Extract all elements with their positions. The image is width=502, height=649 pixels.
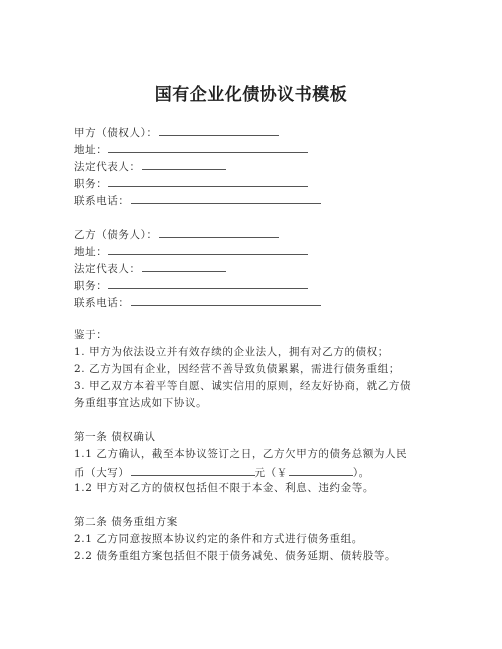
- party-b-position-blank: [108, 278, 308, 289]
- party-a-phone-label: 联系电话：: [74, 195, 130, 207]
- party-a-rep-label: 法定代表人：: [74, 161, 141, 173]
- party-a-rep-row: [74, 159, 226, 174]
- party-b-position-row: [74, 278, 308, 293]
- article-2-heading: 第二条 债务重组方案: [74, 516, 178, 528]
- amount-figures-blank: [289, 465, 353, 476]
- party-a-position-blank: [108, 176, 308, 187]
- party-b-name-row: [74, 227, 279, 242]
- whereas-item-3-line-2: 务重组事宜达成如下协议。: [74, 397, 208, 409]
- party-a-address-label: 地址：: [74, 144, 108, 156]
- article-1-clause-2: 1.2 甲方对乙方的债权包括但不限于本金、利息、违约金等。: [74, 482, 374, 494]
- party-a-position-label: 职务：: [74, 178, 108, 190]
- article-1-heading: 第一条 债权确认: [74, 431, 156, 443]
- whereas-item-2: 2. 乙方为国有企业，因经营不善导致负债累累，需进行债务重组；: [74, 363, 400, 375]
- party-b-address-row: [74, 244, 308, 259]
- party-b-address-label: 地址：: [74, 246, 108, 258]
- amount-figures-prefix: 元（￥: [254, 467, 288, 479]
- party-b-phone-label: 联系电话：: [74, 297, 130, 309]
- party-a-phone-blank: [131, 193, 321, 204]
- party-a-rep-blank: [142, 159, 226, 170]
- document-title: 国有企业化债协议书模板: [154, 85, 348, 105]
- amount-words-blank: [131, 465, 255, 476]
- party-b-phone-blank: [131, 295, 321, 306]
- article-1-clause-1-line-1: 1.1 乙方确认，截至本协议签订之日，乙方欠甲方的债务总额为人民: [74, 448, 408, 460]
- party-b-rep-row: [74, 261, 226, 276]
- party-a-name-label: 甲方（债权人）：: [74, 127, 158, 139]
- party-b-name-label: 乙方（债务人）：: [74, 229, 158, 241]
- party-b-position-label: 职务：: [74, 280, 108, 292]
- party-b-name-blank: [159, 227, 279, 238]
- party-a-address-blank: [108, 142, 308, 153]
- article-2-clause-2: 2.2 债务重组方案包括但不限于债务减免、债务延期、债转股等。: [74, 550, 397, 562]
- whereas-item-1: 1. 甲方为依法设立并有效存续的企业法人，拥有对乙方的债权；: [74, 346, 389, 358]
- amount-suffix: ）。: [352, 467, 370, 479]
- party-b-rep-label: 法定代表人：: [74, 263, 141, 275]
- party-a-position-row: [74, 176, 308, 191]
- party-a-address-row: [74, 142, 308, 157]
- party-a-name-row: [74, 125, 279, 140]
- party-b-phone-row: [74, 295, 321, 310]
- party-a-phone-row: [74, 193, 321, 208]
- whereas-item-3-line-1: 3. 甲乙双方本着平等自愿、诚实信用的原则，经友好协商，就乙方债: [74, 380, 412, 392]
- party-b-address-blank: [108, 244, 308, 255]
- party-b-rep-blank: [142, 261, 226, 272]
- amount-words-prefix: 币（大写）: [74, 467, 130, 479]
- whereas-heading: 鉴于：: [74, 329, 108, 341]
- party-a-name-blank: [159, 125, 279, 136]
- article-2-clause-1: 2.1 乙方同意按照本协议约定的条件和方式进行债务重组。: [74, 533, 363, 545]
- article-1-clause-1-line-2: [74, 465, 370, 480]
